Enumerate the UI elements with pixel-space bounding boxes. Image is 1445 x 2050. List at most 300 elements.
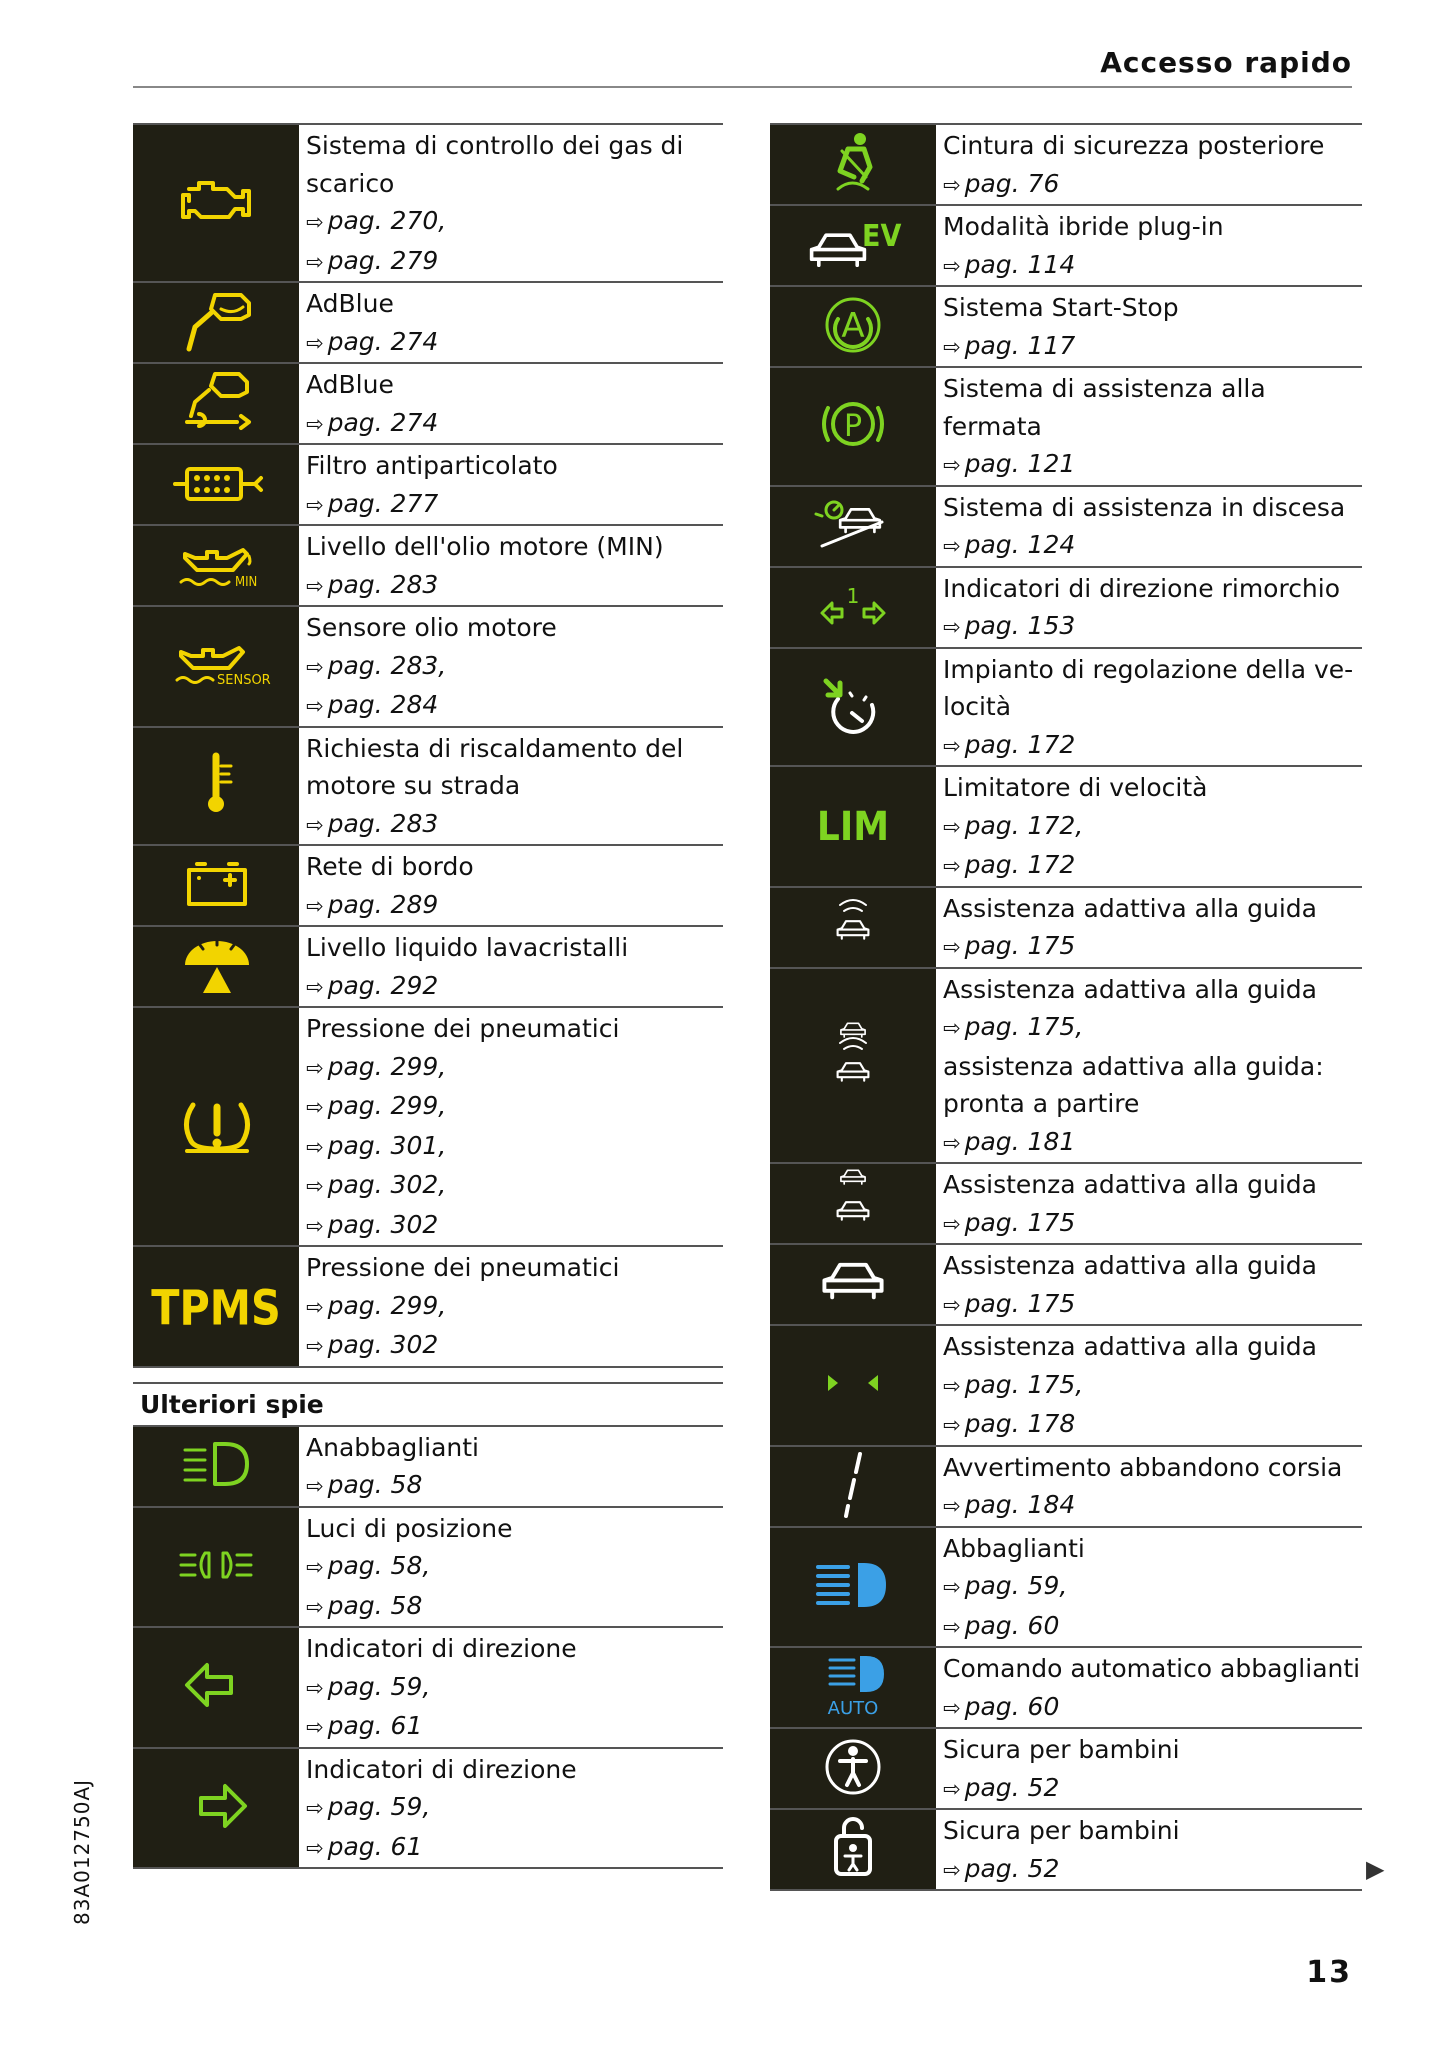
page-reference-text: pag. 172 bbox=[964, 850, 1076, 879]
table-row bbox=[133, 1747, 723, 1870]
description-cell bbox=[299, 927, 723, 1006]
page-reference-text: pag. 270, bbox=[327, 206, 447, 235]
page-reference-text: pag. 178 bbox=[964, 1409, 1076, 1438]
page-reference-link[interactable] bbox=[306, 1547, 723, 1587]
table-row bbox=[770, 1526, 1362, 1647]
indicator-title: Assistenza adattiva alla guida bbox=[943, 893, 1317, 923]
table-row bbox=[133, 443, 723, 524]
particulate-filter-icon bbox=[171, 447, 261, 523]
page-reference-link[interactable] bbox=[943, 1123, 1362, 1163]
adaptive-assist-car-icon bbox=[808, 1247, 898, 1323]
page-reference-link[interactable] bbox=[943, 927, 1362, 967]
page-reference-text: pag. 60 bbox=[964, 1610, 1060, 1640]
description-cell bbox=[299, 445, 723, 524]
battery-icon bbox=[171, 848, 261, 924]
page-reference-link[interactable] bbox=[306, 404, 723, 444]
page-reference-text: pag. 59, bbox=[964, 1571, 1068, 1600]
indicator-title: Livello liquido lavacristalli bbox=[306, 933, 629, 962]
page-reference-text: pag. 59, bbox=[327, 1792, 431, 1821]
icon-cell bbox=[770, 287, 936, 366]
page-reference-text: pag. 181 bbox=[964, 1126, 1076, 1156]
page-reference-link[interactable] bbox=[306, 1166, 723, 1206]
table-row bbox=[133, 281, 723, 362]
reference-arrow-icon: ⇨ bbox=[943, 1695, 961, 1720]
page-reference-link[interactable] bbox=[306, 1087, 723, 1127]
table-row bbox=[133, 844, 723, 925]
description-cell bbox=[936, 287, 1362, 366]
svg-text:A: A bbox=[841, 305, 865, 346]
table-row bbox=[133, 524, 723, 605]
adaptive-assist-follow-icon bbox=[808, 1027, 898, 1103]
reference-arrow-icon: ⇨ bbox=[306, 1213, 324, 1238]
page-reference-link[interactable] bbox=[306, 1048, 723, 1088]
table-row bbox=[133, 1425, 723, 1506]
description-cell bbox=[936, 125, 1362, 204]
warning-table-right bbox=[770, 123, 1362, 1891]
reference-arrow-icon: ⇨ bbox=[306, 1055, 324, 1080]
page-reference-link[interactable] bbox=[306, 805, 723, 845]
page-reference-text: pag. 274 bbox=[327, 326, 439, 356]
indicator-title: Limitatore di velocità bbox=[943, 773, 1208, 802]
page-reference-text: pag. 283 bbox=[327, 569, 439, 599]
page-reference-text: pag. 299, bbox=[327, 1051, 447, 1081]
description-cell bbox=[936, 206, 1362, 285]
icon-cell bbox=[133, 607, 299, 726]
reference-arrow-icon: ⇨ bbox=[943, 1130, 961, 1155]
page-reference-link[interactable] bbox=[943, 807, 1362, 847]
description-cell bbox=[299, 728, 723, 845]
header-rule bbox=[133, 86, 1352, 88]
table-row bbox=[133, 1006, 723, 1245]
indicator-title: Sensore olio motore bbox=[306, 613, 557, 642]
icon-cell bbox=[770, 767, 936, 886]
icon-cell bbox=[133, 364, 299, 443]
page-number: 13 bbox=[1306, 1955, 1352, 1990]
reference-arrow-icon: ⇨ bbox=[306, 1835, 324, 1860]
page-reference-link[interactable] bbox=[943, 327, 1362, 367]
description-cell bbox=[299, 1247, 723, 1366]
page-reference-link[interactable] bbox=[943, 1688, 1362, 1728]
description-cell bbox=[299, 1628, 723, 1747]
icon-cell bbox=[133, 1247, 299, 1366]
page-reference-link[interactable] bbox=[943, 1567, 1362, 1607]
tire-pressure-icon bbox=[171, 1089, 261, 1165]
page-reference-text: pag. 52 bbox=[964, 1772, 1060, 1802]
indicator-title: Sistema di assistenza alla fermata bbox=[943, 374, 1266, 441]
description-cell bbox=[936, 1245, 1362, 1324]
svg-text:TPMS: TPMS bbox=[151, 1280, 281, 1338]
reference-arrow-icon: ⇨ bbox=[306, 1294, 324, 1319]
section-heading-ulteriori-spie: Ulteriori spie bbox=[133, 1382, 723, 1425]
indicator-title: motore su strada bbox=[306, 771, 521, 800]
page-reference-text: pag. 175 bbox=[964, 1288, 1076, 1318]
svg-text:P: P bbox=[843, 409, 863, 445]
lane-departure-icon bbox=[808, 1448, 898, 1524]
indicator-title: Rete di bordo bbox=[306, 852, 474, 881]
reference-arrow-icon: ⇨ bbox=[306, 1134, 324, 1159]
oil-sensor-icon bbox=[171, 628, 271, 704]
reference-arrow-icon: ⇨ bbox=[306, 694, 324, 718]
page-reference-text: pag. 302 bbox=[327, 1330, 439, 1359]
icon-cell bbox=[133, 283, 299, 362]
description-cell bbox=[936, 767, 1362, 886]
page-reference-link[interactable] bbox=[943, 1850, 1362, 1890]
page-reference-link[interactable] bbox=[306, 1466, 723, 1506]
hold-assist-icon bbox=[808, 388, 898, 464]
page-reference-text: pag. 59, bbox=[327, 1671, 431, 1701]
high-beam-icon bbox=[808, 1549, 898, 1625]
description-cell bbox=[299, 846, 723, 925]
page-reference-link[interactable] bbox=[943, 726, 1362, 766]
indicator-title: Filtro antiparticolato bbox=[306, 451, 558, 480]
icon-cell bbox=[133, 445, 299, 524]
reference-arrow-icon: ⇨ bbox=[306, 1174, 324, 1198]
page-reference-text: pag. 58, bbox=[327, 1551, 431, 1580]
adaptive-assist-icon bbox=[808, 889, 898, 965]
page-reference-text: pag. 172, bbox=[964, 810, 1084, 840]
icon-cell bbox=[133, 927, 299, 1006]
description-cell bbox=[936, 1648, 1362, 1727]
page-reference-text: pag. 172 bbox=[964, 729, 1076, 759]
icon-cell bbox=[770, 1245, 936, 1324]
reference-arrow-icon: ⇨ bbox=[306, 1594, 324, 1619]
description-cell bbox=[936, 649, 1362, 766]
reference-arrow-icon: ⇨ bbox=[943, 453, 961, 477]
high-beam-auto-icon bbox=[808, 1650, 898, 1726]
page-reference-link[interactable] bbox=[943, 1204, 1362, 1244]
table-row bbox=[133, 123, 723, 281]
page-reference-text: pag. 58 bbox=[327, 1590, 423, 1620]
icon-cell bbox=[770, 1326, 936, 1445]
description-cell bbox=[936, 969, 1362, 1163]
page-reference-text: pag. 117 bbox=[964, 330, 1076, 360]
icon-cell bbox=[770, 1729, 936, 1808]
document-code: 83A012750AJ bbox=[70, 1778, 94, 1925]
table-row bbox=[133, 605, 723, 726]
indicator-title: Indicatori di direzione rimorchio bbox=[943, 573, 1341, 603]
page-reference-link[interactable] bbox=[943, 526, 1362, 566]
icon-cell bbox=[770, 1648, 936, 1727]
page-reference-link[interactable] bbox=[306, 1127, 723, 1167]
icon-cell bbox=[133, 846, 299, 925]
description-cell bbox=[936, 568, 1362, 647]
icon-cell bbox=[133, 728, 299, 845]
icon-cell bbox=[770, 969, 936, 1163]
icon-cell bbox=[770, 125, 936, 204]
description-cell bbox=[299, 1749, 723, 1868]
child-lock-icon bbox=[808, 1731, 898, 1807]
description-cell bbox=[936, 487, 1362, 566]
indicator-title: Indicatori di direzione bbox=[306, 1754, 577, 1784]
left-column bbox=[133, 123, 723, 1869]
indicator-title: Impianto di regolazione della ve- bbox=[943, 654, 1354, 684]
cruise-control-icon bbox=[808, 669, 898, 745]
page-reference-text: pag. 274 bbox=[327, 407, 439, 437]
indicator-title: Luci di posizione bbox=[306, 1513, 513, 1543]
page-reference-link[interactable] bbox=[306, 647, 723, 687]
right-column bbox=[770, 123, 1362, 1891]
indicator-title: Modalità ibride plug-in bbox=[943, 212, 1224, 241]
page-reference-text: pag. 61 bbox=[327, 1711, 423, 1740]
indicator-title: Assistenza adattiva alla guida bbox=[943, 1251, 1317, 1280]
page-reference-text: pag. 52 bbox=[964, 1853, 1060, 1883]
page-reference-link[interactable] bbox=[943, 1008, 1362, 1048]
description-cell bbox=[299, 1008, 723, 1245]
indicator-title: Assistenza adattiva alla guida bbox=[943, 1332, 1317, 1361]
reference-arrow-icon: ⇨ bbox=[943, 935, 961, 959]
reference-arrow-icon: ⇨ bbox=[943, 1016, 961, 1040]
page-reference-link[interactable] bbox=[306, 1206, 723, 1246]
reference-arrow-icon: ⇨ bbox=[306, 654, 324, 679]
icon-cell bbox=[770, 487, 936, 566]
reference-arrow-icon: ⇨ bbox=[943, 1413, 961, 1437]
description-cell bbox=[936, 1729, 1362, 1808]
page-reference-link[interactable] bbox=[943, 607, 1362, 647]
icon-cell bbox=[770, 568, 936, 647]
page-reference-text: pag. 302, bbox=[327, 1170, 447, 1199]
description-cell bbox=[936, 888, 1362, 967]
indicator-title: Livello dell'olio motore (MIN) bbox=[306, 532, 664, 561]
icon-cell bbox=[770, 1810, 936, 1889]
page-reference-link[interactable] bbox=[306, 202, 723, 242]
page-reference-text: pag. 175, bbox=[964, 1012, 1084, 1041]
washer-fluid-icon bbox=[171, 929, 261, 1005]
icon-cell bbox=[770, 206, 936, 285]
turn-left-icon bbox=[171, 1649, 261, 1725]
page-reference-text: pag. 124 bbox=[964, 530, 1076, 559]
page-reference-text: pag. 114 bbox=[964, 249, 1076, 279]
page-reference-text: pag. 299, bbox=[327, 1290, 447, 1320]
icon-cell bbox=[133, 1427, 299, 1506]
table-row bbox=[770, 1646, 1362, 1727]
page-reference-link[interactable] bbox=[306, 1707, 723, 1747]
indicator-title: Avvertimento abbandono corsia bbox=[943, 1452, 1343, 1482]
reference-arrow-icon: ⇨ bbox=[943, 253, 961, 278]
page-reference-text: pag. 60 bbox=[964, 1691, 1060, 1721]
tpms-icon bbox=[151, 1268, 281, 1344]
icon-cell bbox=[133, 1508, 299, 1627]
reference-arrow-icon: ⇨ bbox=[306, 330, 324, 355]
indicator-title: Sicura per bambini bbox=[943, 1816, 1180, 1845]
page-reference-link[interactable] bbox=[306, 886, 723, 926]
description-cell bbox=[936, 1447, 1362, 1526]
page-reference-text: pag. 279 bbox=[327, 245, 439, 275]
adblue-wrench-icon bbox=[171, 366, 261, 442]
reference-arrow-icon: ⇨ bbox=[943, 1776, 961, 1801]
page-reference-text: pag. 153 bbox=[964, 611, 1076, 640]
indicator-title: scarico bbox=[306, 168, 395, 198]
description-cell bbox=[299, 1427, 723, 1506]
description-cell bbox=[299, 607, 723, 726]
page-reference-link[interactable] bbox=[306, 485, 723, 525]
reference-arrow-icon: ⇨ bbox=[306, 1334, 324, 1358]
reference-arrow-icon: ⇨ bbox=[306, 1474, 324, 1498]
reference-arrow-icon: ⇨ bbox=[306, 1796, 324, 1820]
page-reference-text: pag. 61 bbox=[327, 1831, 423, 1861]
page-reference-link[interactable] bbox=[306, 1668, 723, 1708]
reference-arrow-icon: ⇨ bbox=[943, 534, 961, 558]
reference-arrow-icon: ⇨ bbox=[306, 812, 324, 837]
page-reference-link[interactable] bbox=[306, 1788, 723, 1828]
page-reference-text: pag. 121 bbox=[964, 449, 1076, 478]
table-row bbox=[770, 647, 1362, 766]
description-cell bbox=[299, 364, 723, 443]
low-beam-icon bbox=[171, 1428, 261, 1504]
indicator-title: Pressione dei pneumatici bbox=[306, 1253, 620, 1282]
speed-limiter-icon bbox=[808, 788, 898, 864]
reference-arrow-icon: ⇨ bbox=[943, 1614, 961, 1639]
icon-cell bbox=[770, 1447, 936, 1526]
reference-arrow-icon: ⇨ bbox=[943, 615, 961, 639]
page-reference-link[interactable] bbox=[306, 1828, 723, 1868]
reference-arrow-icon: ⇨ bbox=[306, 1675, 324, 1700]
lane-guidance-icon bbox=[808, 1347, 898, 1423]
table-row bbox=[770, 765, 1362, 886]
table-row bbox=[770, 1445, 1362, 1526]
icon-cell bbox=[133, 526, 299, 605]
indicator-title: Abbaglianti bbox=[943, 1533, 1085, 1563]
svg-text:MIN: MIN bbox=[235, 574, 258, 590]
svg-text:1: 1 bbox=[846, 584, 860, 608]
engine-icon bbox=[171, 165, 261, 241]
table-row bbox=[133, 1245, 723, 1368]
reference-arrow-icon: ⇨ bbox=[306, 411, 324, 436]
page-reference-link[interactable] bbox=[306, 1326, 723, 1366]
description-cell bbox=[299, 1508, 723, 1627]
page-reference-text: pag. 292 bbox=[327, 970, 439, 1000]
indicator-title: AdBlue bbox=[306, 289, 394, 318]
svg-text:LIM: LIM bbox=[816, 804, 890, 851]
rear-seatbelt-icon bbox=[808, 127, 898, 203]
page-reference-link[interactable] bbox=[306, 566, 723, 606]
reference-arrow-icon: ⇨ bbox=[943, 172, 961, 197]
oil-min-icon bbox=[171, 528, 261, 604]
page-reference-link[interactable] bbox=[306, 1587, 723, 1627]
page-reference-link[interactable] bbox=[306, 1287, 723, 1327]
page-reference-link[interactable] bbox=[943, 1486, 1362, 1526]
page-reference-link[interactable] bbox=[943, 165, 1362, 205]
page-reference-link[interactable] bbox=[943, 1769, 1362, 1809]
adaptive-assist-two-cars-icon bbox=[808, 1166, 898, 1242]
reference-arrow-icon: ⇨ bbox=[306, 492, 324, 517]
page-reference-text: pag. 284 bbox=[327, 690, 439, 719]
table-row bbox=[133, 1626, 723, 1747]
reference-arrow-icon: ⇨ bbox=[306, 573, 324, 598]
indicator-title: Assistenza adattiva alla guida bbox=[943, 1170, 1317, 1199]
description-cell bbox=[299, 283, 723, 362]
table-row bbox=[133, 1506, 723, 1627]
table-row bbox=[770, 285, 1362, 366]
page-reference-text: pag. 175 bbox=[964, 1207, 1076, 1237]
svg-text:SENSOR: SENSOR bbox=[217, 673, 271, 689]
table-row bbox=[770, 1808, 1362, 1891]
table-row bbox=[770, 967, 1362, 1163]
trailer-turn-icon bbox=[808, 569, 898, 645]
icon-cell bbox=[770, 1164, 936, 1243]
table-row bbox=[770, 1727, 1362, 1808]
reference-arrow-icon: ⇨ bbox=[943, 1575, 961, 1599]
indicator-title: Comando automatico abbaglianti bbox=[943, 1654, 1361, 1683]
reference-arrow-icon: ⇨ bbox=[943, 1373, 961, 1398]
page-reference-text: pag. 283, bbox=[327, 650, 447, 680]
description-cell bbox=[299, 526, 723, 605]
table-row bbox=[133, 726, 723, 845]
page-reference-link[interactable] bbox=[943, 1285, 1362, 1325]
warning-table-left bbox=[133, 123, 723, 1368]
start-stop-icon bbox=[808, 289, 898, 365]
hill-descent-icon bbox=[808, 488, 898, 564]
page-reference-link[interactable] bbox=[943, 1366, 1362, 1406]
page-reference-link[interactable] bbox=[306, 242, 723, 282]
reference-arrow-icon: ⇨ bbox=[306, 1095, 324, 1119]
reference-arrow-icon: ⇨ bbox=[306, 1715, 324, 1739]
icon-cell bbox=[133, 125, 299, 281]
description-cell bbox=[936, 1810, 1362, 1889]
reference-arrow-icon: ⇨ bbox=[943, 854, 961, 878]
svg-text:EV: EV bbox=[862, 218, 902, 254]
indicator-title: Pressione dei pneumatici bbox=[306, 1014, 620, 1043]
icon-cell bbox=[770, 368, 936, 485]
table-row bbox=[770, 1243, 1362, 1324]
page-reference-link[interactable] bbox=[943, 445, 1362, 485]
indicator-title: locità bbox=[943, 692, 1012, 721]
reference-arrow-icon: ⇨ bbox=[306, 210, 324, 234]
page-reference-text: pag. 302 bbox=[327, 1209, 439, 1239]
reference-arrow-icon: ⇨ bbox=[306, 974, 324, 999]
indicator-title: Cintura di sicurezza posteriore bbox=[943, 131, 1325, 160]
page-reference-text: pag. 301, bbox=[327, 1130, 447, 1160]
page-reference-link[interactable] bbox=[306, 686, 723, 726]
page-reference-link[interactable] bbox=[943, 846, 1362, 886]
page-reference-link[interactable] bbox=[943, 1405, 1362, 1445]
page-reference-text: pag. 283 bbox=[327, 808, 439, 838]
page-reference-link[interactable] bbox=[943, 1607, 1362, 1647]
indicator-title: pronta a partire bbox=[943, 1089, 1140, 1118]
icon-cell bbox=[133, 1008, 299, 1245]
reference-arrow-icon: ⇨ bbox=[306, 1555, 324, 1579]
reference-arrow-icon: ⇨ bbox=[943, 1494, 961, 1518]
reference-arrow-icon: ⇨ bbox=[943, 1292, 961, 1317]
warning-table-left-more bbox=[133, 1425, 723, 1870]
page-reference-text: pag. 175 bbox=[964, 931, 1076, 960]
description-cell bbox=[936, 368, 1362, 485]
reference-arrow-icon: ⇨ bbox=[306, 893, 324, 918]
child-lock-open-icon bbox=[808, 1812, 898, 1888]
indicator-title: Sistema di controllo dei gas di bbox=[306, 131, 684, 160]
indicator-title: Richiesta di riscaldamento del bbox=[306, 733, 684, 763]
indicator-title: assistenza adattiva alla guida: bbox=[943, 1051, 1324, 1081]
next-page-arrow-icon: ▶ bbox=[1366, 1855, 1385, 1883]
table-row bbox=[770, 1324, 1362, 1445]
page-reference-text: pag. 289 bbox=[327, 889, 439, 919]
indicator-title: Assistenza adattiva alla guida bbox=[943, 974, 1317, 1004]
indicator-title: Anabbaglianti bbox=[306, 1432, 479, 1462]
thermometer-icon bbox=[171, 748, 261, 824]
description-cell bbox=[299, 125, 723, 281]
adblue-nozzle-icon bbox=[171, 285, 261, 361]
table-row bbox=[770, 886, 1362, 967]
page-reference-text: pag. 76 bbox=[964, 168, 1060, 198]
page-header-title: Accesso rapido bbox=[1100, 46, 1352, 79]
description-cell bbox=[936, 1528, 1362, 1647]
indicator-title: Sistema di assistenza in discesa bbox=[943, 492, 1346, 522]
page-reference-link[interactable] bbox=[306, 967, 723, 1007]
page-reference-text: pag. 175, bbox=[964, 1369, 1084, 1399]
page-reference-link[interactable] bbox=[943, 246, 1362, 286]
description-cell bbox=[936, 1326, 1362, 1445]
page-reference-link[interactable] bbox=[306, 323, 723, 363]
icon-cell bbox=[770, 888, 936, 967]
